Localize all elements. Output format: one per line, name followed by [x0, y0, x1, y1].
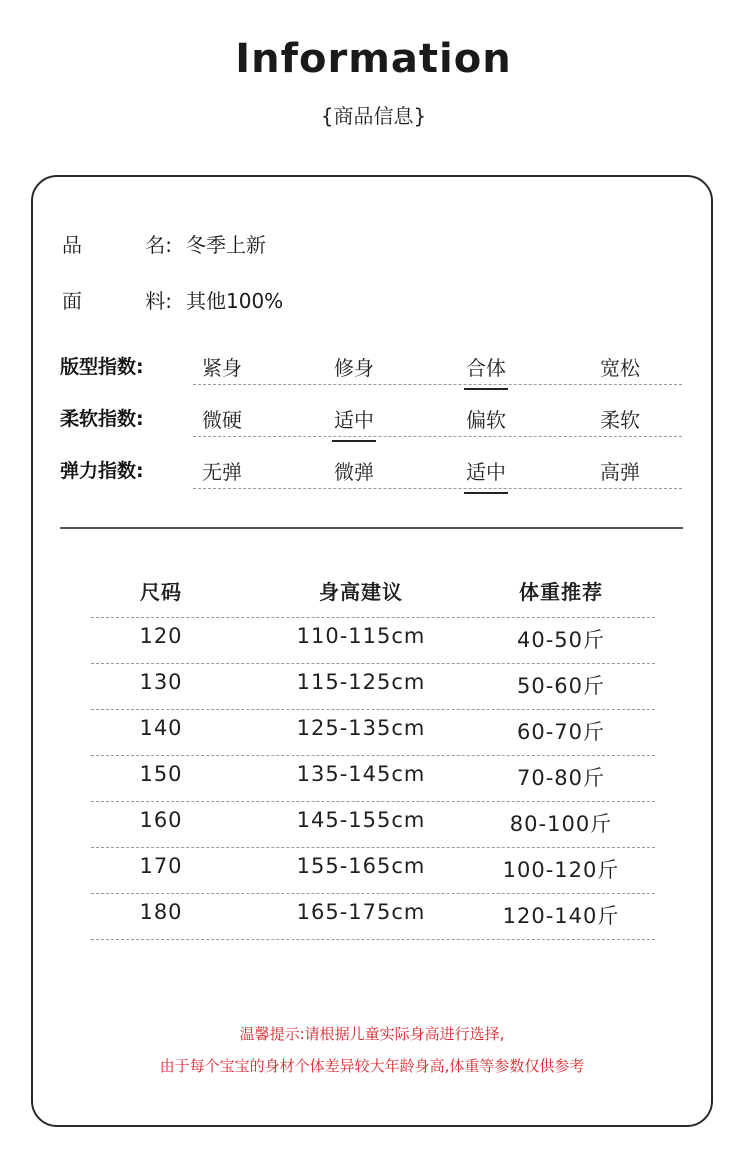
- fit-option: 紧身: [202, 356, 242, 380]
- table-row: [91, 894, 655, 940]
- fabric-label-char: 面: [62, 289, 82, 313]
- cell-size: 160: [139, 808, 183, 832]
- row-divider: [91, 939, 655, 940]
- dashed-divider: [193, 488, 682, 489]
- cell-height: 125-135cm: [296, 716, 426, 740]
- cell-size: 120: [139, 624, 183, 648]
- section-divider: [60, 527, 683, 529]
- notice-line-2: 由于每个宝宝的身材个体差异较大年龄身高,体重等参数仅供参考: [159, 1057, 585, 1075]
- header-height: 身高建议: [319, 580, 403, 604]
- cell-height: 155-165cm: [296, 854, 426, 878]
- fabric-label: [62, 285, 172, 314]
- cell-size: 130: [139, 670, 183, 694]
- cell-height: 110-115cm: [296, 624, 426, 648]
- cell-height: 165-175cm: [296, 900, 426, 924]
- cell-height: 115-125cm: [296, 670, 426, 694]
- product-name-label: [62, 229, 172, 258]
- fit-index-label: 版型指数:: [60, 356, 144, 378]
- softness-option: 微硬: [202, 408, 242, 432]
- cell-weight: 70-80斤: [516, 766, 606, 790]
- table-row: [91, 618, 655, 664]
- fit-index-row: [60, 348, 682, 388]
- notice-line-1: 温馨提示:请根据儿童实际身高进行选择,: [239, 1025, 505, 1043]
- cell-size: 150: [139, 762, 183, 786]
- fit-option: 修身: [334, 356, 374, 380]
- elasticity-option-selected: 适中: [466, 456, 506, 485]
- header-size: 尺码: [140, 580, 182, 604]
- cell-weight: 40-50斤: [516, 628, 606, 652]
- cell-size: 170: [139, 854, 183, 878]
- cell-size: 180: [139, 900, 183, 924]
- elasticity-option: 高弹: [600, 460, 640, 484]
- elasticity-index-label: 弹力指数:: [60, 460, 144, 482]
- dashed-divider: [193, 384, 682, 385]
- page-title: Information: [235, 36, 512, 82]
- table-row: [91, 756, 655, 802]
- cell-weight: 120-140斤: [502, 904, 620, 928]
- table-row: [91, 848, 655, 894]
- cell-height: 145-155cm: [296, 808, 426, 832]
- table-row: [91, 664, 655, 710]
- table-row: [91, 802, 655, 848]
- softness-index-label: 柔软指数:: [60, 408, 144, 430]
- cell-height: 135-145cm: [296, 762, 426, 786]
- softness-index-row: [60, 400, 682, 440]
- fabric-row: [62, 285, 362, 313]
- table-row: [91, 710, 655, 756]
- cell-weight: 50-60斤: [516, 674, 606, 698]
- product-name-row: [62, 229, 362, 257]
- product-name-label-char: 名:: [145, 233, 172, 257]
- product-name-value: 冬季上新: [186, 233, 266, 257]
- dashed-divider: [193, 436, 682, 437]
- elasticity-index-row: [60, 452, 682, 492]
- elasticity-option: 微弹: [334, 460, 374, 484]
- page-subtitle: {商品信息}: [320, 104, 427, 128]
- cell-weight: 60-70斤: [516, 720, 606, 744]
- softness-option-selected: 适中: [334, 404, 374, 433]
- fabric-label-char: 料:: [145, 289, 172, 313]
- fit-option-selected: 合体: [466, 352, 506, 381]
- cell-size: 140: [139, 716, 183, 740]
- cell-weight: 80-100斤: [509, 812, 613, 836]
- table-header-row: [91, 572, 655, 618]
- header-weight: 体重推荐: [519, 580, 603, 604]
- fit-option: 宽松: [600, 356, 640, 380]
- product-name-label-char: 品: [62, 233, 82, 257]
- cell-weight: 100-120斤: [502, 858, 620, 882]
- softness-option: 柔软: [600, 408, 640, 432]
- elasticity-option: 无弹: [202, 460, 242, 484]
- fabric-value: 其他100%: [186, 289, 284, 313]
- softness-option: 偏软: [466, 408, 506, 432]
